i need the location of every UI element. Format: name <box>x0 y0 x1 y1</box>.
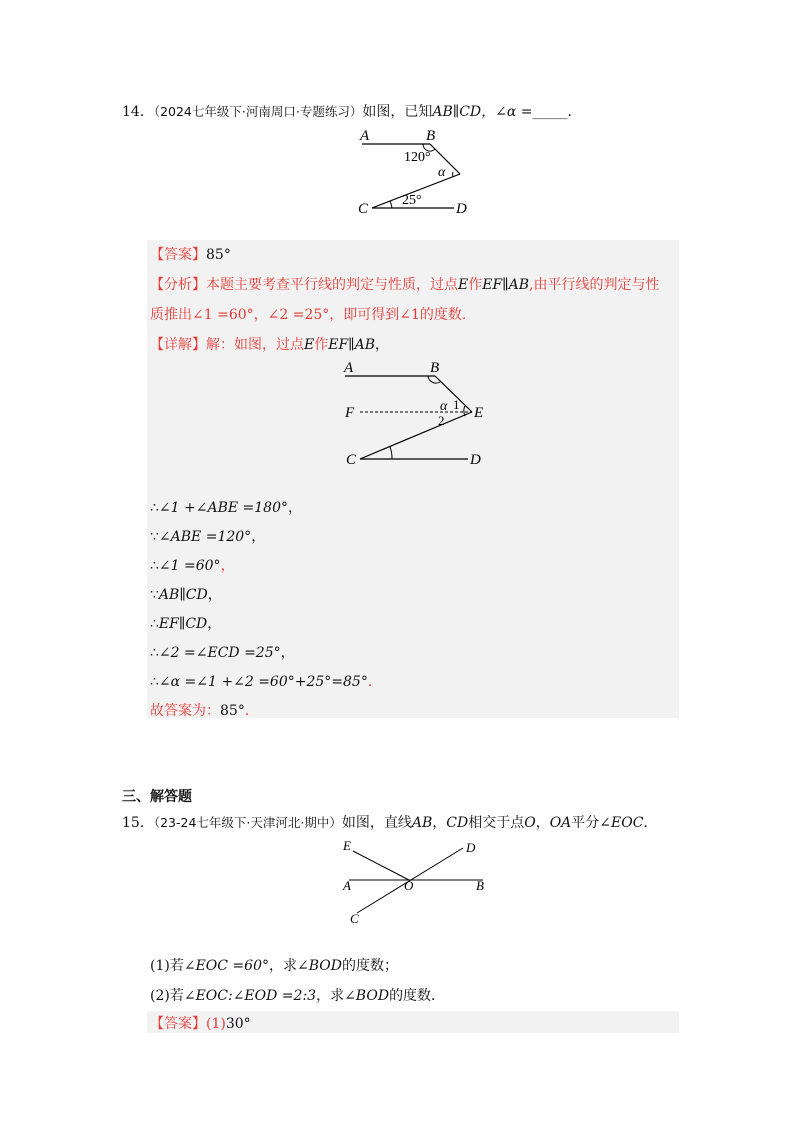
q15-stem <box>122 812 657 832</box>
q14-detail-figure <box>340 356 500 470</box>
detail-text-a: 解：如图，过点 <box>206 337 304 353</box>
part1-math: ∠EOC =60° <box>183 958 269 974</box>
step-math: ∠2 =∠ECD =25° <box>158 645 281 661</box>
label-a: A <box>360 128 370 144</box>
step-tail: ， <box>251 529 266 545</box>
label-d: D <box>470 452 481 468</box>
step-tail: ， <box>207 587 222 603</box>
q14-analysis-line2: 质推出∠1 =60°，∠2 =25°，即可得到∠1的度数． <box>150 307 476 323</box>
step-math: ∠α =∠1 +∠2 =60°+25°=85° <box>158 674 368 690</box>
label-alpha: α <box>440 399 448 414</box>
part1-end: 的度数； <box>341 958 398 974</box>
step-tail: ． <box>367 674 382 690</box>
q14-number: 14． <box>122 104 154 120</box>
step-row <box>150 613 221 633</box>
q15-stem-oa: OA <box>549 815 572 831</box>
detail-math: EF∥AB <box>328 337 376 353</box>
label-c: C <box>350 911 359 926</box>
detail-text-b: 作 <box>314 337 329 353</box>
part2-bod: ∠BOD <box>344 988 390 1004</box>
label-e: E <box>343 838 351 853</box>
label-b: B <box>476 878 484 893</box>
label-1: 1 <box>453 397 460 412</box>
step-symbol: ∴ <box>150 500 159 516</box>
part1-bod: ∠BOD <box>296 958 342 974</box>
step-symbol: ∴ <box>150 674 159 690</box>
step-tail: ， <box>288 500 302 516</box>
part2-mid: ，求 <box>316 988 345 1004</box>
q14-final-line <box>150 700 259 720</box>
label-o: O <box>404 878 414 893</box>
label-e: E <box>474 405 484 421</box>
step-row <box>150 642 295 662</box>
step-math: AB∥CD <box>158 587 208 603</box>
detail-text-c: ， <box>375 337 390 353</box>
q14-figure <box>350 124 480 220</box>
label-angle-25: 25° <box>402 193 422 208</box>
section-title: 三、解答题 <box>122 789 192 805</box>
analysis-point-e: E <box>458 277 469 293</box>
detail-point-e: E <box>304 337 315 353</box>
step-row <box>150 555 235 575</box>
detail-tag: 【详解】 <box>150 337 206 353</box>
analysis-text-a: 本题主要考查平行线的判定与性质，过点 <box>206 277 458 293</box>
answer-part: (1) <box>206 1016 226 1032</box>
analysis-text-b: 作 <box>468 277 483 293</box>
q14-blank: _____ <box>532 104 568 120</box>
part1-mid: ，求 <box>268 958 297 974</box>
q15-stem-cd: CD <box>446 815 469 831</box>
q14-detail-line <box>150 334 389 354</box>
step-row <box>150 671 382 691</box>
part2-math: ∠EOC:∠EOD =2:3 <box>183 988 317 1004</box>
q15-stem-o: O <box>524 815 536 831</box>
q15-part2 <box>150 985 445 1005</box>
label-f: F <box>345 405 355 421</box>
line-oe <box>353 851 409 880</box>
label-c: C <box>358 201 369 217</box>
q15-stem-comma2: ， <box>535 815 550 831</box>
label-2: 2 <box>438 413 445 428</box>
analysis-text-c: ,由平行线的判定与性 <box>529 277 660 293</box>
step-math: ∠1 +∠ABE =180° <box>158 500 288 516</box>
q15-stem-comma: ， <box>432 815 447 831</box>
final-value: 85° <box>220 703 245 719</box>
label-a: A <box>344 360 354 376</box>
q15-figure <box>335 836 495 926</box>
q14-stem-text: 如图，已知 <box>362 104 433 120</box>
angle-c-arc <box>390 447 392 459</box>
step-row <box>150 584 222 604</box>
analysis-tag: 【分析】 <box>150 277 206 293</box>
step-row <box>150 526 265 546</box>
label-alpha: α <box>438 165 446 180</box>
q15-answer-line <box>150 1013 251 1033</box>
final-label: 故答案为： <box>150 703 220 719</box>
label-d: D <box>466 840 476 855</box>
q14-stem-end: ． <box>567 104 582 120</box>
line-ec <box>360 412 472 459</box>
q15-source: （23-24七年级下·天津河北·期中） <box>153 815 342 830</box>
q15-stem-ab: AB <box>411 815 433 831</box>
q15-stem-b: 相交于点 <box>468 815 525 831</box>
step-symbol: ∴ <box>150 616 159 632</box>
q14-stem-math: AB∥CD，∠α = <box>432 104 533 120</box>
answer-tag: 【答案】 <box>150 1016 206 1032</box>
step-tail: ， <box>207 616 222 632</box>
q14-analysis-line1 <box>150 274 660 294</box>
step-math: ∠ABE =120° <box>158 529 252 545</box>
answer-value: 30° <box>225 1016 251 1032</box>
answer-tag: 【答案】 <box>150 247 206 263</box>
step-symbol: ∴ <box>150 558 159 574</box>
label-a: A <box>343 878 351 893</box>
q15-stem-c: 平分 <box>571 815 600 831</box>
analysis-math: EF∥AB <box>482 277 530 293</box>
label-d: D <box>456 201 467 217</box>
part2-end: 的度数． <box>389 988 446 1004</box>
label-b: B <box>426 128 436 144</box>
step-row <box>150 497 302 517</box>
label-c: C <box>346 452 357 468</box>
step-symbol: ∴ <box>150 645 159 661</box>
angle-1-arc <box>464 406 465 412</box>
label-b: B <box>430 360 440 376</box>
label-angle-120: 120° <box>404 150 431 165</box>
q14-answer-line <box>150 244 231 264</box>
q15-stem-eoc: ∠EOC <box>599 815 644 831</box>
q14-source: （2024七年级下·河南周口·专题练习） <box>153 104 363 119</box>
part2-label: (2)若 <box>150 988 184 1004</box>
step-tail: ， <box>280 645 295 661</box>
q15-stem-a: 如图，直线 <box>341 815 412 831</box>
q15-part1 <box>150 955 398 975</box>
angle-c-arc <box>390 201 392 208</box>
q15-stem-end: ． <box>643 815 658 831</box>
step-symbol: ∵ <box>150 529 159 545</box>
q15-number: 15． <box>122 815 154 831</box>
final-end: ． <box>244 703 259 719</box>
step-math: ∠1 =60° <box>158 558 221 574</box>
step-math: EF∥CD <box>158 616 208 632</box>
step-symbol: ∵ <box>150 587 159 603</box>
step-tail: ， <box>220 558 235 574</box>
part1-label: (1)若 <box>150 958 184 974</box>
answer-value: 85° <box>206 247 231 263</box>
q14-stem <box>122 101 582 121</box>
